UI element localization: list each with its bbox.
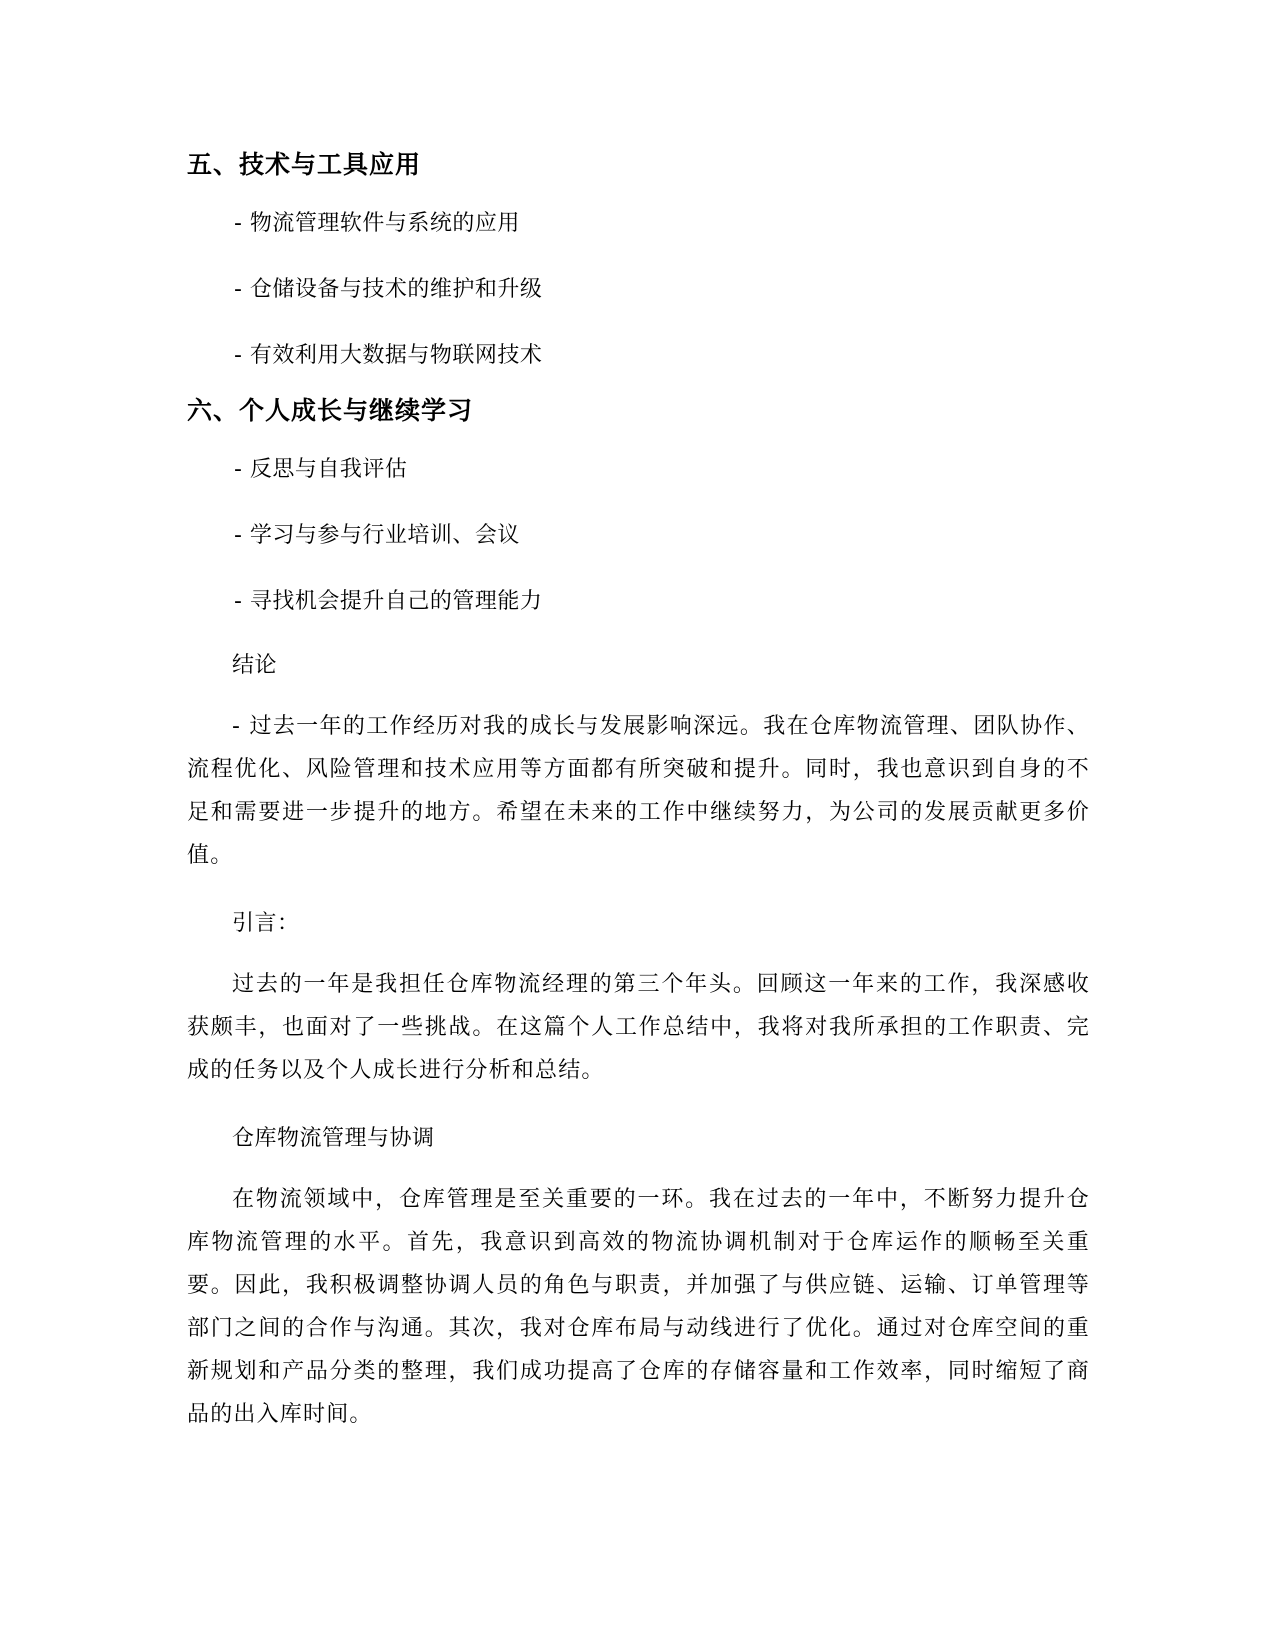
section-heading-tech-tools: 五、技术与工具应用 [187,150,422,179]
conclusion-title: 结论 [232,653,278,678]
list-item: - 学习与参与行业培训、会议 [234,523,520,548]
document-content [187,145,1090,1436]
personal-growth-list [187,453,1090,619]
list-item: - 有效利用大数据与物联网技术 [234,343,543,368]
list-item: - 反思与自我评估 [234,457,408,482]
conclusion-paragraph: - 过去一年的工作经历对我的成长与发展影响深远。我在仓库物流管理、团队协作、流程优化、风险管理和技术应用等方面都有所突破和提升。同时，我也意识到自身的不足和需要进一步提升的地方。希望在未来的工作中继续努力，为公司的发展贡献更多价值。 [187,714,1090,868]
intro-paragraph: 过去的一年是我担任仓库物流经理的第三个年头。回顾这一年来的工作，我深感收获颇丰，也面对了一些挑战。在这篇个人工作总结中，我将对我所承担的工作职责、完成的任务以及个人成长进行分析和总结。 [187,972,1090,1083]
list-item: - 仓储设备与技术的维护和升级 [234,277,543,302]
tech-tools-list [187,207,1090,373]
list-item: - 物流管理软件与系统的应用 [234,211,520,236]
section-heading-personal-growth: 六、个人成长与继续学习 [187,396,474,425]
intro-title: 引言： [232,911,300,936]
warehouse-paragraph: 在物流领域中，仓库管理是至关重要的一环。我在过去的一年中，不断努力提升仓库物流管理的水平。首先，我意识到高效的物流协调机制对于仓库运作的顺畅至关重要。因此，我积极调整协调人员的角色与职责，并加强了与供应链、运输、订单管理等部门之间的合作与沟通。其次，我对仓库布局与动线进行了优化。通过对仓库空间的重新规划和产品分类的整理，我们成功提高了仓库的存储容量和工作效率，同时缩短了商品的出入库时间。 [187,1187,1090,1427]
list-item: - 寻找机会提升自己的管理能力 [234,589,543,614]
warehouse-title: 仓库物流管理与协调 [232,1126,435,1151]
